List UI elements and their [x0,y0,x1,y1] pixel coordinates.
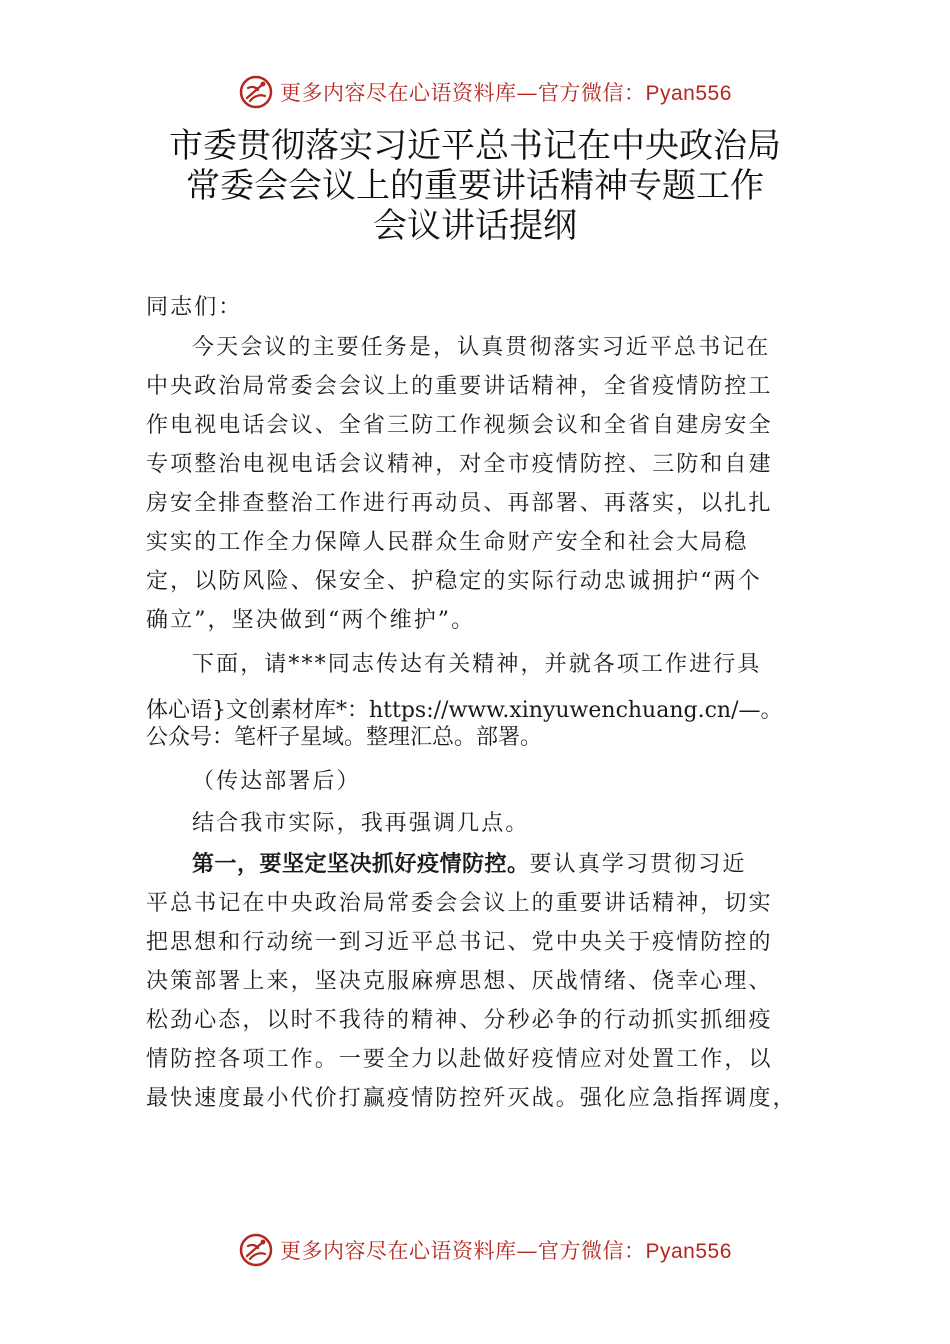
paragraph-line: 下面，请***同志传达有关精神，并就各项工作进行具 [192,652,762,677]
banner-label: 更多内容尽在心语资料库—官方微信： [280,1239,646,1263]
paragraph-line: 今天会议的主要任务是，认真贯彻落实习近平总书记在 [192,335,771,360]
section-text: 要认真学习贯彻习近 [529,852,747,877]
paragraph-line: 决策部署上来，坚决克服麻痹思想、厌战情绪、侥幸心理、 [146,969,773,994]
paragraph-line [192,850,746,880]
title-line-2: 常委会会议上的重要讲话精神专题工作 [186,166,764,206]
header-banner [238,72,738,112]
paragraph-line: 体心语}文创素材库*：https://www.xinyuwenchuang.cn/—。 [146,698,783,723]
paragraph-line: 松劲心态，以时不我待的精神、分秒必争的行动抓实抓细疫 [146,1008,773,1033]
title-line-1: 市委贯彻落实习近平总书记在中央政治局 [169,126,781,166]
title-line-3: 会议讲话提纲 [373,206,577,246]
paragraph-line: 把思想和行动统一到习近平总书记、党中央关于疫情防控的 [146,930,773,955]
paragraph-line: 房安全排查整治工作进行再动员、再部署、再落实，以扎扎 [146,491,773,516]
brand-logo-icon [238,1232,274,1268]
paragraph-line: 专项整治电视电话会议精神，对全市疫情防控、三防和自建 [146,452,773,477]
paragraph-line: 最快速度最小代价打赢疫情防控歼灭战。强化应急指挥调度， [146,1086,797,1111]
paragraph-line: 情防控各项工作。一要全力以赴做好疫情应对处置工作，以 [146,1047,773,1072]
banner-label: 更多内容尽在心语资料库—官方微信： [280,81,646,105]
paragraph-line: 定，以防风险、保安全、护稳定的实际行动忠诚拥护“两个 [146,569,762,594]
wechat-id: Pyan556 [645,82,732,105]
paragraph-line: 中央政治局常委会会议上的重要讲话精神，全省疫情防控工 [146,374,773,399]
page-title [100,126,850,246]
greeting: 同志们： [146,295,243,320]
paragraph-line: 公众号：笔杆子星域。整理汇总。部署。 [146,725,543,750]
paragraph-line: （传达部署后） [192,769,361,794]
paragraph-line: 实实的工作全力保障人民群众生命财产安全和社会大局稳 [146,530,749,555]
paragraph-line: 平总书记在中央政治局常委会会议上的重要讲话精神，切实 [146,891,773,916]
wechat-id: Pyan556 [645,1240,732,1263]
section-heading: 第一，要坚定坚决抓好疫情防控。 [192,852,530,877]
banner-text [280,1235,732,1265]
paragraph-line: 确立”，坚决做到“两个维护”。 [146,608,476,633]
paragraph-line: 作电视电话会议、全省三防工作视频会议和全省自建房安全 [146,413,773,438]
footer-banner [238,1230,738,1270]
banner-text [280,77,732,107]
paragraph-line: 结合我市实际，我再强调几点。 [192,811,530,836]
brand-logo-icon [238,74,274,110]
